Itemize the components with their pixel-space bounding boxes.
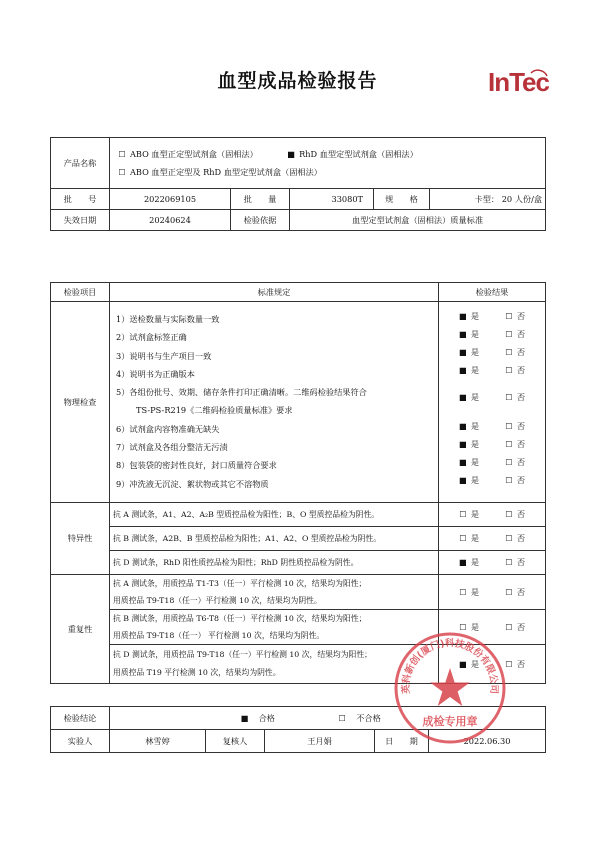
repeatability-row: [110, 575, 439, 610]
specificity-label: 特异性: [51, 503, 110, 575]
checkbox-icon[interactable]: ☐: [459, 533, 467, 543]
no-label: 否: [516, 439, 526, 450]
no-label: 否: [516, 329, 526, 340]
conclusion-label: 检验结论: [51, 707, 110, 730]
checkbox-icon[interactable]: ☐: [338, 712, 346, 723]
no-label: 否: [516, 457, 526, 468]
physical-results: [439, 302, 546, 503]
conclusion-options: [110, 707, 546, 730]
checkbox-icon[interactable]: ☐: [459, 509, 467, 519]
inspection-table: [50, 282, 546, 684]
yes-label: 是: [470, 457, 480, 468]
svg-text:英科新创(厦门)科技股份有限公司: 英科新创(厦门)科技股份有限公司: [400, 637, 500, 695]
checkbox-icon[interactable]: ■: [459, 329, 467, 340]
physical-check-label: 物理检查: [51, 302, 110, 503]
reviewer-name: 王月娟: [265, 730, 375, 753]
no-label: 否: [516, 475, 526, 486]
yes-label: 是: [470, 533, 480, 543]
checkbox-icon[interactable]: ☐: [505, 365, 513, 376]
checkbox-icon[interactable]: ☐: [505, 533, 513, 543]
spec-label: 规 格: [374, 189, 430, 210]
repeatability-row: [110, 610, 439, 645]
checkbox-icon[interactable]: ■: [459, 475, 467, 486]
repeatability-result: [439, 610, 546, 645]
result-header: 检验结果: [439, 283, 546, 302]
checkbox-icon[interactable]: ☐: [459, 586, 467, 597]
company-logo: [487, 64, 549, 98]
checkbox-icon[interactable]: ■: [459, 658, 467, 669]
yes-label: 是: [470, 329, 480, 340]
svg-text:InTec: InTec: [488, 67, 549, 97]
row-line: 抗 D 测试条，用质控品 T9-T18（任一）平行检测 10 次，结果均为阳性；: [113, 650, 372, 659]
spec-value: 卡型： 20 人份/盒: [430, 189, 546, 210]
checkbox-icon[interactable]: ☐: [505, 311, 513, 322]
reviewer-label: 复核人: [206, 730, 265, 753]
yes-label: 是: [470, 421, 480, 432]
fail-label: 不合格: [356, 712, 381, 723]
specificity-result: [439, 551, 546, 575]
no-label: 否: [516, 658, 526, 669]
basis-label: 检验依据: [231, 210, 290, 231]
checkbox-icon[interactable]: ■: [459, 347, 467, 358]
yes-label: 是: [470, 439, 480, 450]
standard-line: 2）试剂盒标签正确: [116, 332, 187, 343]
row-line: 用质控品 T9-T18（任一）平行检测 10 次，结果均为阴性。: [113, 596, 322, 605]
no-label: 否: [516, 509, 526, 519]
product-info-table: [50, 137, 546, 231]
product-label: 产品名称: [51, 138, 110, 189]
yes-label: 是: [470, 557, 480, 567]
yes-label: 是: [470, 586, 480, 597]
checkbox-icon[interactable]: ☐: [118, 148, 126, 159]
checkbox-icon[interactable]: ☐: [505, 509, 513, 519]
product-options: [110, 138, 546, 189]
no-label: 否: [516, 392, 526, 403]
specificity-row: 抗 B 测试条，A2B、B 型质控品检为阳性；A1、A2、O 型质控品检为阴性。: [110, 527, 439, 551]
date-value: 2022.06.30: [429, 730, 546, 753]
no-label: 否: [516, 533, 526, 543]
no-label: 否: [516, 557, 526, 567]
standard-line: 7）试剂盒及各组分整洁无污渍: [116, 442, 228, 453]
repeatability-result: [439, 645, 546, 684]
date-label: 日 期: [375, 730, 429, 753]
yes-label: 是: [470, 347, 480, 358]
checkbox-icon[interactable]: ■: [287, 148, 295, 159]
expiry-label: 失效日期: [51, 210, 110, 231]
row-line: 抗 A 测试条，用质控品 T1-T3（任一）平行检测 10 次，结果均为阳性；: [113, 579, 367, 588]
row-line: 抗 B 测试条，用质控品 T6-T8（任一）平行检测 10 次，结果均为阳性；: [113, 614, 367, 623]
repeatability-result: [439, 575, 546, 610]
yes-label: 是: [470, 392, 480, 403]
specificity-result: [439, 503, 546, 527]
no-label: 否: [516, 621, 526, 632]
physical-standards: [110, 302, 439, 503]
checkbox-icon[interactable]: ☐: [505, 392, 513, 403]
yes-label: 是: [470, 658, 480, 669]
checkbox-icon[interactable]: ■: [459, 439, 467, 450]
basis-value: 血型定型试剂盒（固相法）质量标准: [290, 210, 546, 231]
batch-value: 2022069105: [110, 189, 231, 210]
quantity-value: 33080T: [290, 189, 374, 210]
standard-line: 5）各组份批号、效期、储存条件打印正确清晰。二维码检验结果符合: [116, 387, 367, 398]
yes-label: 是: [470, 311, 480, 322]
checkbox-icon[interactable]: ☐: [505, 475, 513, 486]
checkbox-icon[interactable]: ☐: [505, 457, 513, 468]
standard-line: 3）说明书与生产项目一致: [116, 350, 212, 361]
product-option-abo-rhd: ABO 血型正定型及 RhD 血型定型试剂盒（固相法）: [130, 167, 322, 177]
no-label: 否: [516, 347, 526, 358]
checkbox-icon[interactable]: ☐: [505, 439, 513, 450]
checkbox-icon[interactable]: ■: [459, 392, 467, 403]
item-header: 检验项目: [51, 283, 110, 302]
standard-line: 9）冲洗液无沉淀、絮状物或其它不溶物质: [116, 478, 269, 489]
checkbox-icon[interactable]: ☐: [505, 557, 513, 567]
no-label: 否: [516, 311, 526, 322]
standard-line: 8）包装袋的密封性良好，封口质量符合要求: [116, 460, 277, 471]
conclusion-table: [50, 706, 546, 753]
page-title: 血型成品检验报告: [217, 70, 378, 92]
standard-header: 标准规定: [110, 283, 439, 302]
tester-name: 林雪婷: [110, 730, 206, 753]
batch-label: 批 号: [51, 189, 110, 210]
checkbox-icon[interactable]: ☐: [505, 421, 513, 432]
product-option-abo: ABO 血型正定型试剂盒（固相法）: [130, 148, 258, 159]
no-label: 否: [516, 421, 526, 432]
repeatability-row: [110, 645, 439, 684]
tester-label: 实验人: [51, 730, 110, 753]
specificity-result: [439, 527, 546, 551]
checkbox-icon[interactable]: ☐: [118, 167, 126, 177]
yes-label: 是: [470, 509, 480, 519]
yes-label: 是: [470, 475, 480, 486]
pass-label: 合格: [258, 712, 275, 723]
row-line: 用质控品 T19 平行检测 10 次，结果均为阴性。: [113, 668, 281, 677]
checkbox-icon[interactable]: ■: [459, 365, 467, 376]
standard-line: 4）说明书为正确版本: [116, 368, 195, 379]
quantity-label: 批 量: [231, 189, 290, 210]
checkbox-icon[interactable]: ☐: [505, 329, 513, 340]
checkbox-icon[interactable]: ■: [459, 457, 467, 468]
repeatability-label: 重复性: [51, 575, 110, 684]
checkbox-icon[interactable]: ■: [459, 311, 467, 322]
standard-line: 1）送检数量与实际数量一致: [116, 314, 220, 324]
checkbox-icon[interactable]: ■: [459, 557, 467, 567]
checkbox-icon[interactable]: ☐: [505, 621, 513, 632]
checkbox-icon[interactable]: ☐: [505, 347, 513, 358]
specificity-row: 抗 A 测试条，A1、A2、A₂B 型质控品检为阳性；B、O 型质控品检为阴性。: [110, 503, 439, 527]
row-line: 用质控品 T9-T18（任一） 平行检测 10 次，结果均为阴性。: [113, 631, 325, 640]
svg-text:成检专用章: 成检专用章: [422, 715, 478, 728]
no-label: 否: [516, 365, 526, 376]
standard-line: TS-PS-R219《二维码检验质量标准》要求: [136, 405, 293, 416]
checkbox-icon[interactable]: ☐: [459, 621, 467, 632]
yes-label: 是: [470, 365, 480, 376]
product-option-rhd: RhD 血型定型试剂盒（固相法）: [299, 148, 418, 159]
standard-line: 6）试剂盒内容物准确无缺失: [116, 423, 220, 434]
checkbox-icon[interactable]: ☐: [505, 586, 513, 597]
yes-label: 是: [470, 621, 480, 632]
checkbox-icon[interactable]: ■: [240, 712, 249, 723]
no-label: 否: [516, 586, 526, 597]
checkbox-icon[interactable]: ■: [459, 421, 467, 432]
specificity-row: 抗 D 测试条，RhD 阳性质控品检为阳性；RhD 阴性质控品检为阴性。: [110, 551, 439, 575]
expiry-value: 20240624: [110, 210, 231, 231]
checkbox-icon[interactable]: ☐: [505, 658, 513, 669]
